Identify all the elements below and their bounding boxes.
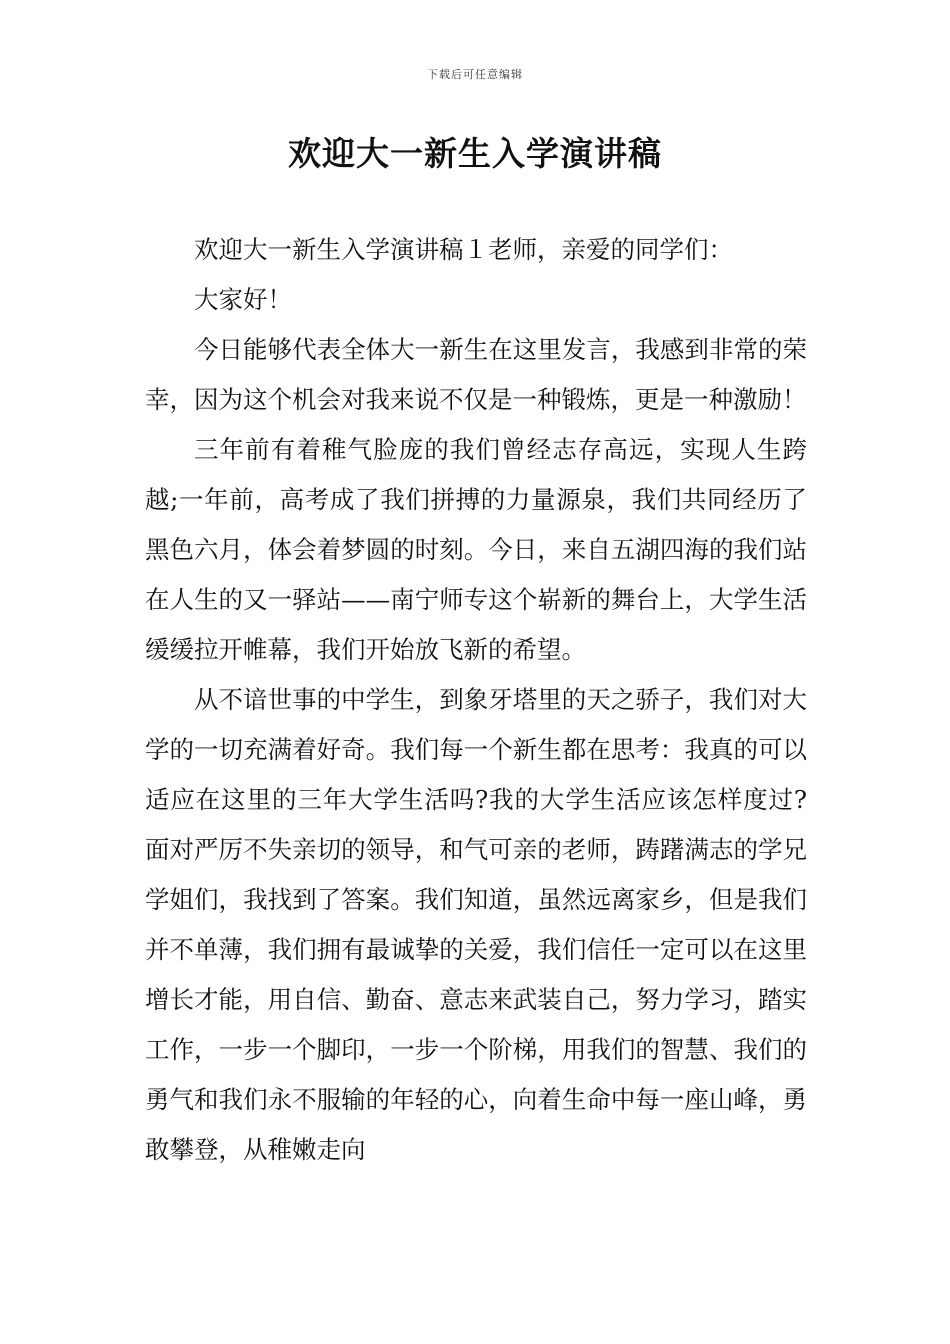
paragraph: 欢迎大一新生入学演讲稿１老师，亲爱的同学们：: [194, 235, 733, 264]
document-body: [145, 225, 807, 1175]
header-note: 下载后可任意编辑: [427, 68, 523, 81]
paragraph: 今日能够代表全体大一新生在这里发言，我感到非常的荣幸，因为这个机会对我来说不仅是一种锻炼，更是一种激励！: [145, 335, 807, 414]
document-title: 欢迎大一新生入学演讲稿: [288, 134, 662, 173]
paragraph: 三年前有着稚气脸庞的我们曾经志存高远，实现人生跨越;一年前，高考成了我们拼搏的力量源泉，我们共同经历了黑色六月，体会着梦圆的时刻。今日，来自五湖四海的我们站在人生的又一驿站——南宁师专这个崭新的舞台上，大学生活缓缓拉开帷幕，我们开始放飞新的希望。: [145, 435, 807, 664]
paragraph: 从不谙世事的中学生，到象牙塔里的天之骄子，我们对大学的一切充满着好奇。我们每一个新生都在思考：我真的可以适应在这里的三年大学生活吗?我的大学生活应该怎样度过?面对严厉不失亲切的领导，和气可亲的老师，踌躇满志的学兄学姐们，我找到了答案。我们知道，虽然远离家乡，但是我们并不单薄，我们拥有最诚挚的关爱，我们信任一定可以在这里增长才能，用自信、勤奋、意志来武装自己，努力学习，踏实工作，一步一个脚印，一步一个阶梯，用我们的智慧、我们的勇气和我们永不服输的年轻的心，向着生命中每一座山峰，勇敢攀登，从稚嫩走向: [145, 685, 807, 1164]
paragraph: 大家好！: [194, 285, 292, 314]
